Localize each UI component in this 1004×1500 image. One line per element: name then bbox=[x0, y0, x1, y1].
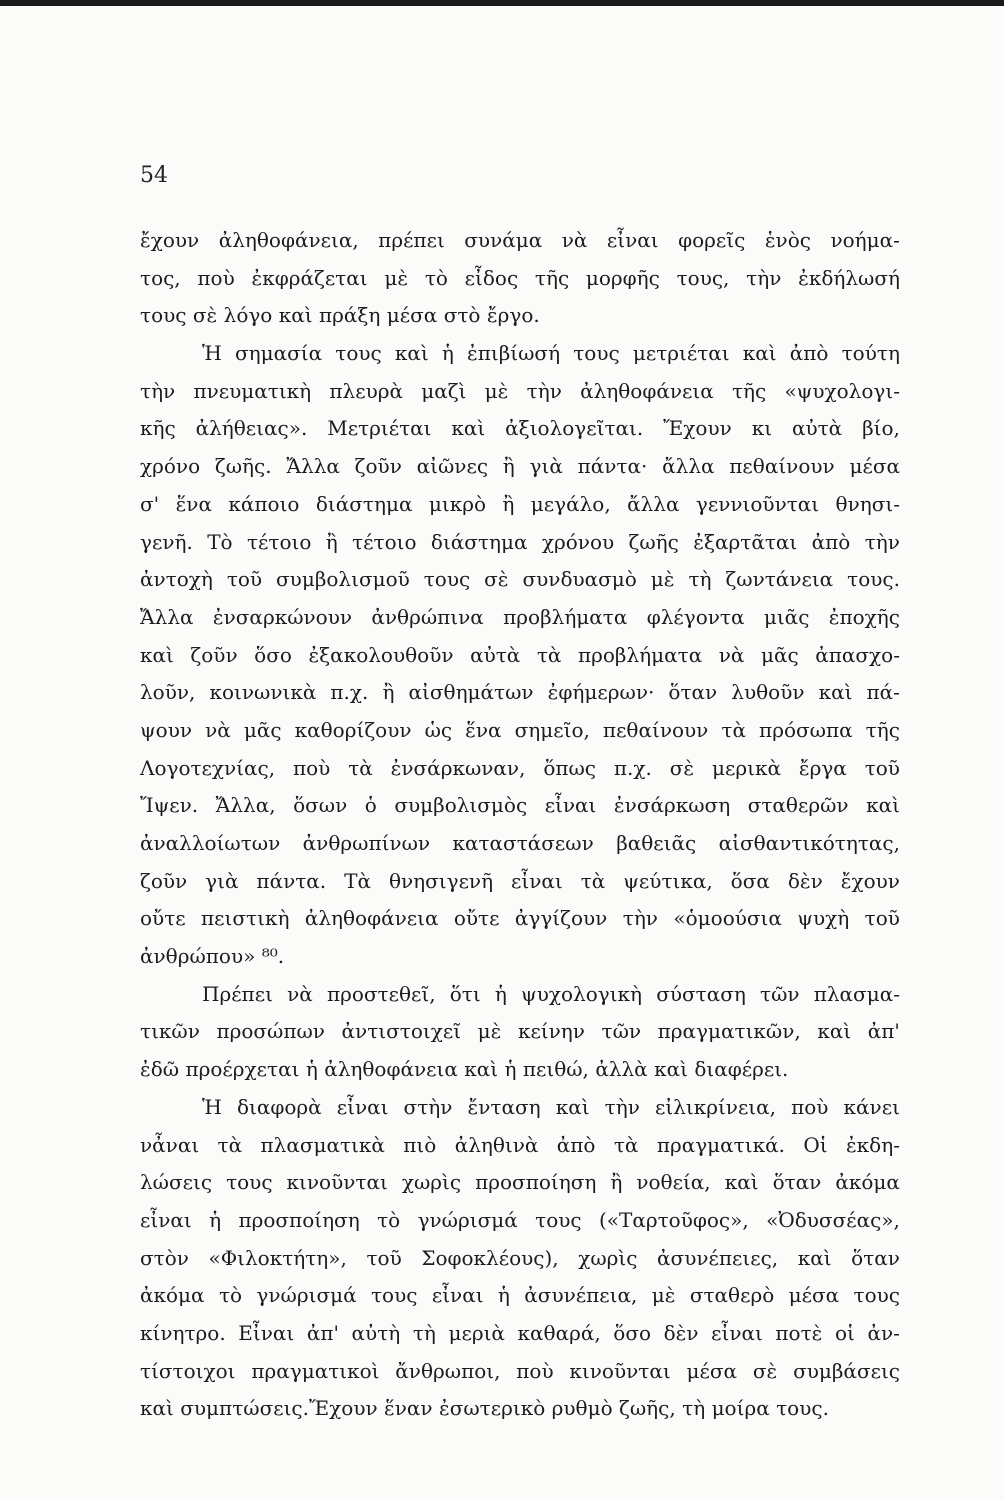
text-line: ἀντοχὴ τοῦ συμβολισμοῦ τους σὲ συνδυασμὸ μὲ τὴ ζωντάνεια τους. bbox=[140, 567, 900, 592]
text-line: ἔχουν ἀληθοφάνεια, πρέπει συνάμα νὰ εἶναι φορεῖς ἑνὸς νοήμα- bbox=[140, 228, 900, 252]
text-line: τικῶν προσώπων ἀντιστοιχεῖ μὲ κείνην τῶν πραγματικῶν, καὶ ἀπ' bbox=[140, 1019, 900, 1044]
text-line: λώσεις τους κινοῦνται χωρὶς προσποίηση ἢ νοθεία, καὶ ὅταν ἀκόμα bbox=[140, 1170, 900, 1195]
text-line: Λογοτεχνίας, ποὺ τὰ ἐνσάρκωναν, ὅπως π.χ. σὲ μερικὰ ἔργα τοῦ bbox=[140, 755, 900, 780]
text-line: στὸν «Φιλοκτήτη», τοῦ Σοφοκλέους), χωρὶς ἀσυνέπειες, καὶ ὅταν bbox=[140, 1245, 900, 1270]
text-line: οὔτε πειστικὴ ἀληθοφάνεια οὔτε ἀγγίζουν τὴν «ὁμοούσια ψυχὴ τοῦ bbox=[140, 906, 900, 931]
page-number: 54 bbox=[140, 163, 168, 188]
text-line: τίστοιχοι πραγματικοὶ ἄνθρωποι, ποὺ κινοῦνται μέσα σὲ συμβάσεις bbox=[140, 1358, 900, 1383]
text-line: νἆναι τὰ πλασματικὰ πιὸ ἀληθινὰ ἀπὸ τὰ πραγματικά. Οἱ ἐκδη- bbox=[140, 1132, 900, 1157]
text-line: σ' ἕνα κάποιο διάστημα μικρὸ ἢ μεγάλο, ἄλλα γεννιοῦνται θνησι- bbox=[140, 491, 900, 516]
text-line: καὶ ζοῦν ὅσο ἐξακολουθοῦν αὐτὰ τὰ προβλήματα νὰ μᾶς ἀπασχο- bbox=[140, 642, 900, 667]
text-line: λοῦν, κοινωνικὰ π.χ. ἢ αἰσθημάτων ἐφήμερων· ὅταν λυθοῦν καὶ πά- bbox=[140, 680, 900, 705]
text-line: Ἴψεν. Ἄλλα, ὅσων ὁ συμβολισμὸς εἶναι ἐνσάρκωση σταθερῶν καὶ bbox=[140, 793, 900, 818]
scan-top-edge bbox=[0, 0, 1004, 6]
text-line: ἀνθρώπου» ⁸⁰. bbox=[140, 944, 285, 969]
text-line: ἐδῶ προέρχεται ἡ ἀληθοφάνεια καὶ ἡ πειθώ, ἀλλὰ καὶ διαφέρει. bbox=[140, 1057, 789, 1082]
text-line: Ἡ σημασία τους καὶ ἡ ἐπιβίωσή τους μετριέται καὶ ἀπὸ τούτη bbox=[202, 341, 900, 366]
paragraph bbox=[140, 1089, 900, 1428]
text-line: χρόνο ζωῆς. Ἄλλα ζοῦν αἰῶνες ἢ γιὰ πάντα· ἄλλα πεθαίνουν μέσα bbox=[140, 454, 900, 479]
text-line: τος, ποὺ ἐκφράζεται μὲ τὸ εἶδος τῆς μορφῆς τους, τὴν ἐκδήλωσή bbox=[140, 265, 900, 290]
text-line: γενῆ. Τὸ τέτοιο ἢ τέτοιο διάστημα χρόνου ζωῆς ἐξαρτᾶται ἀπὸ τὴν bbox=[140, 529, 900, 554]
text-line: Ἡ διαφορὰ εἶναι στὴν ἔνταση καὶ τὴν εἰλικρίνεια, ποὺ κάνει bbox=[202, 1094, 900, 1119]
text-line: εἶναι ἡ προσποίηση τὸ γνώρισμά τους («Ταρτοῦφος», «Ὀδυσσέας», bbox=[140, 1207, 900, 1232]
paragraph bbox=[140, 335, 900, 976]
text-line: ζοῦν γιὰ πάντα. Τὰ θνησιγενῆ εἶναι τὰ ψεύτικα, ὅσα δὲν ἔχουν bbox=[140, 868, 900, 893]
paragraph bbox=[140, 222, 900, 335]
text-line: Ἄλλα ἐνσαρκώνουν ἀνθρώπινα προβλήματα φλέγοντα μιᾶς ἐποχῆς bbox=[140, 604, 900, 629]
text-line: τὴν πνευματικὴ πλευρὰ μαζὶ μὲ τὴν ἀληθοφάνεια τῆς «ψυχολογι- bbox=[140, 378, 900, 403]
text-line: ἀκόμα τὸ γνώρισμά τους εἶναι ἡ ἀσυνέπεια, μὲ σταθερὸ μέσα τους bbox=[140, 1283, 900, 1308]
text-line: κίνητρο. Εἶναι ἀπ' αὐτὴ τὴ μεριὰ καθαρά, ὅσο δὲν εἶναι ποτὲ οἱ ἀν- bbox=[140, 1320, 900, 1345]
text-line: ψουν νὰ μᾶς καθορίζουν ὡς ἕνα σημεῖο, πεθαίνουν τὰ πρόσωπα τῆς bbox=[140, 717, 900, 742]
body-text bbox=[140, 222, 900, 1428]
paragraph bbox=[140, 976, 900, 1089]
text-line: κῆς ἀλήθειας». Μετριέται καὶ ἀξιολογεῖται. Ἔχουν κι αὐτὰ βίο, bbox=[140, 416, 900, 441]
text-line: καὶ συμπτώσεις.Ἔχουν ἕναν ἐσωτερικὸ ρυθμὸ ζωῆς, τὴ μοίρα τους. bbox=[140, 1396, 829, 1421]
text-line: Πρέπει νὰ προστεθεῖ, ὅτι ἡ ψυχολογικὴ σύσταση τῶν πλασμα- bbox=[202, 981, 900, 1006]
text-line: τους σὲ λόγο καὶ πράξη μέσα στὸ ἔργο. bbox=[140, 303, 540, 328]
text-line: ἀναλλοίωτων ἀνθρωπίνων καταστάσεων βαθειᾶς αἰσθαντικότητας, bbox=[140, 831, 900, 855]
